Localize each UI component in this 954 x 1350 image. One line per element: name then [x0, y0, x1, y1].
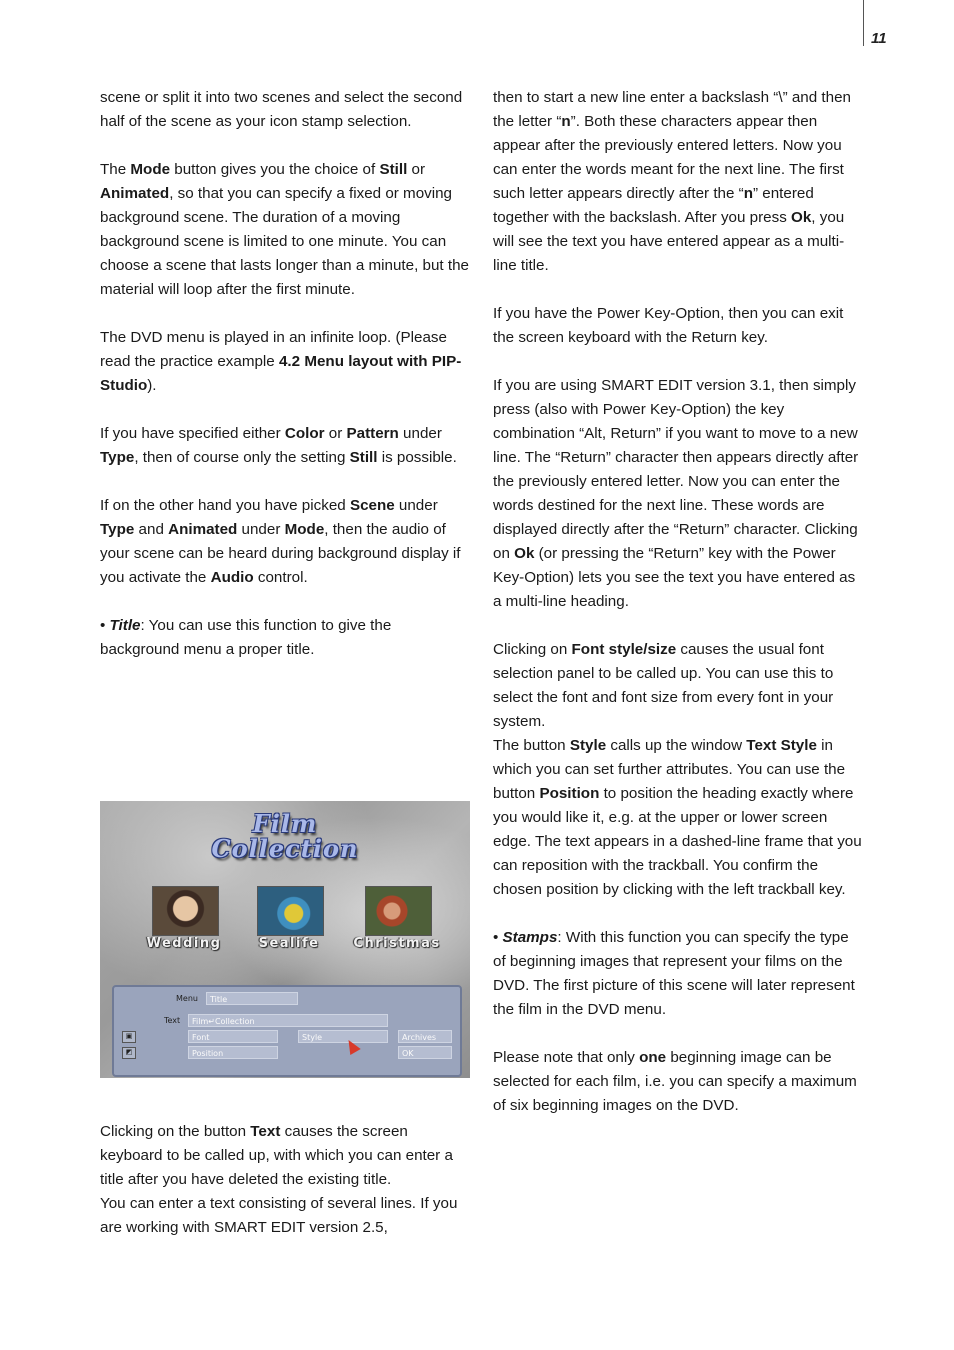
archives-button: Archives [398, 1030, 452, 1043]
paragraph-backslash: then to start a new line enter a backslash “\” and then the letter “n”. Both these characters appear then appear after the previously entered letters. Now you can enter the words meant for the next line. The first such letter appears directly after the “n” entered together with the backslash. After you press Ok, you will see the text you have entered appear as a multi-line title. [493, 89, 851, 274]
paragraph-text-button: Clicking on the button Text causes the screen keyboard to be called up, with which you can enter a title after you have deleted the existing title. [100, 1123, 453, 1188]
paragraph-one-image: Please note that only one beginning image can be selected for each film, i.e. you can specify a maximum of six beginning images on the DVD. [493, 1049, 857, 1114]
resize-icon: ◩ [122, 1047, 136, 1059]
menu-label: Menu [176, 994, 198, 1003]
left-column-lower [100, 1120, 472, 1240]
font-button: Font [188, 1030, 278, 1043]
paragraph: scene or split it into two scenes and select the second half of the scene as your icon stamp selection. [100, 89, 463, 130]
figure-title-line1: Film [252, 809, 318, 838]
text-field: Film↵Collection [188, 1014, 388, 1027]
square-icon: ▣ [122, 1031, 136, 1043]
thumbnail-label: Sealife [258, 936, 320, 951]
header-rule [863, 0, 864, 46]
bullet-stamps: • Stamps: With this function you can specify the type of beginning images that represent your films on the DVD. The first picture of this scene will later represent the film in the DVD menu. [493, 929, 855, 1018]
paragraph-color-pattern: If you have specified either Color or Pattern under Type, then of course only the setting Still is possible. [100, 425, 457, 466]
figure-title-line2: Collection [211, 834, 359, 863]
paragraph-mode: The Mode button gives you the choice of Still or Animated, so that you can specify a fixed or moving background scene. The duration of a moving background scene is limited to one minute. You can choose a scene that lasts longer than a minute, but the material will loop after the first minute. [100, 161, 469, 298]
menu-panel [112, 985, 462, 1077]
thumbnail-wedding [152, 886, 219, 936]
ok-button: OK [398, 1046, 452, 1059]
paragraph-scene-audio: If on the other hand you have picked Scene under Type and Animated under Mode, then the audio of your scene can be heard during background display if you activate the Audio control. [100, 497, 461, 586]
thumbnail-label: Wedding [146, 936, 222, 951]
bullet-title: • Title: You can use this function to give the background menu a proper title. [100, 617, 392, 658]
left-column [100, 86, 472, 686]
paragraph-font-style: Clicking on Font style/size causes the usual font selection panel to be called up. You can use this to select the font and font size from every font in your system. [493, 641, 834, 730]
style-button: Style [298, 1030, 388, 1043]
menu-select: Title [206, 992, 298, 1005]
paragraph-style-button: The button Style calls up the window Text Style in which you can set further attributes. You can use the button Position to position the heading exactly where you would like it, e.g. at the upper or lower screen edge. The text appears in a dashed-line frame that you can reposition with the trackball. You confirm the chosen position by clicking with the left trackball key. [493, 737, 862, 898]
paragraph-multi-line: You can enter a text consisting of several lines. If you are working with SMART EDIT version 2.5, [100, 1195, 458, 1236]
page-number: 11 [871, 30, 887, 47]
menu-screenshot [100, 801, 470, 1078]
thumbnail-sealife [257, 886, 324, 936]
paragraph-smart-edit-31: If you are using SMART EDIT version 3.1, then simply press (also with Power Key-Option) the key combination “Alt, Return” if you want to move to a new line. The “Return” character then appears directly after the previously entered letter. Now you can enter the words destined for the next line. These words are displayed directly after the “Return” character. Clicking on Ok (or pressing the “Return” key with the Power Key-Option) lets you see the text you have entered as a multi-line heading. [493, 377, 859, 610]
thumbnail-christmas [365, 886, 432, 936]
right-column [493, 86, 865, 1142]
paragraph-dvd-loop: The DVD menu is played in an infinite loop. (Please read the practice example 4.2 Menu layout with PIP-Studio). [100, 329, 462, 394]
position-button: Position [188, 1046, 278, 1059]
paragraph-power-key: If you have the Power Key-Option, then you can exit the screen keyboard with the Return key. [493, 305, 844, 346]
text-label: Text [164, 1016, 181, 1025]
thumbnail-label: Christmas [353, 936, 441, 951]
